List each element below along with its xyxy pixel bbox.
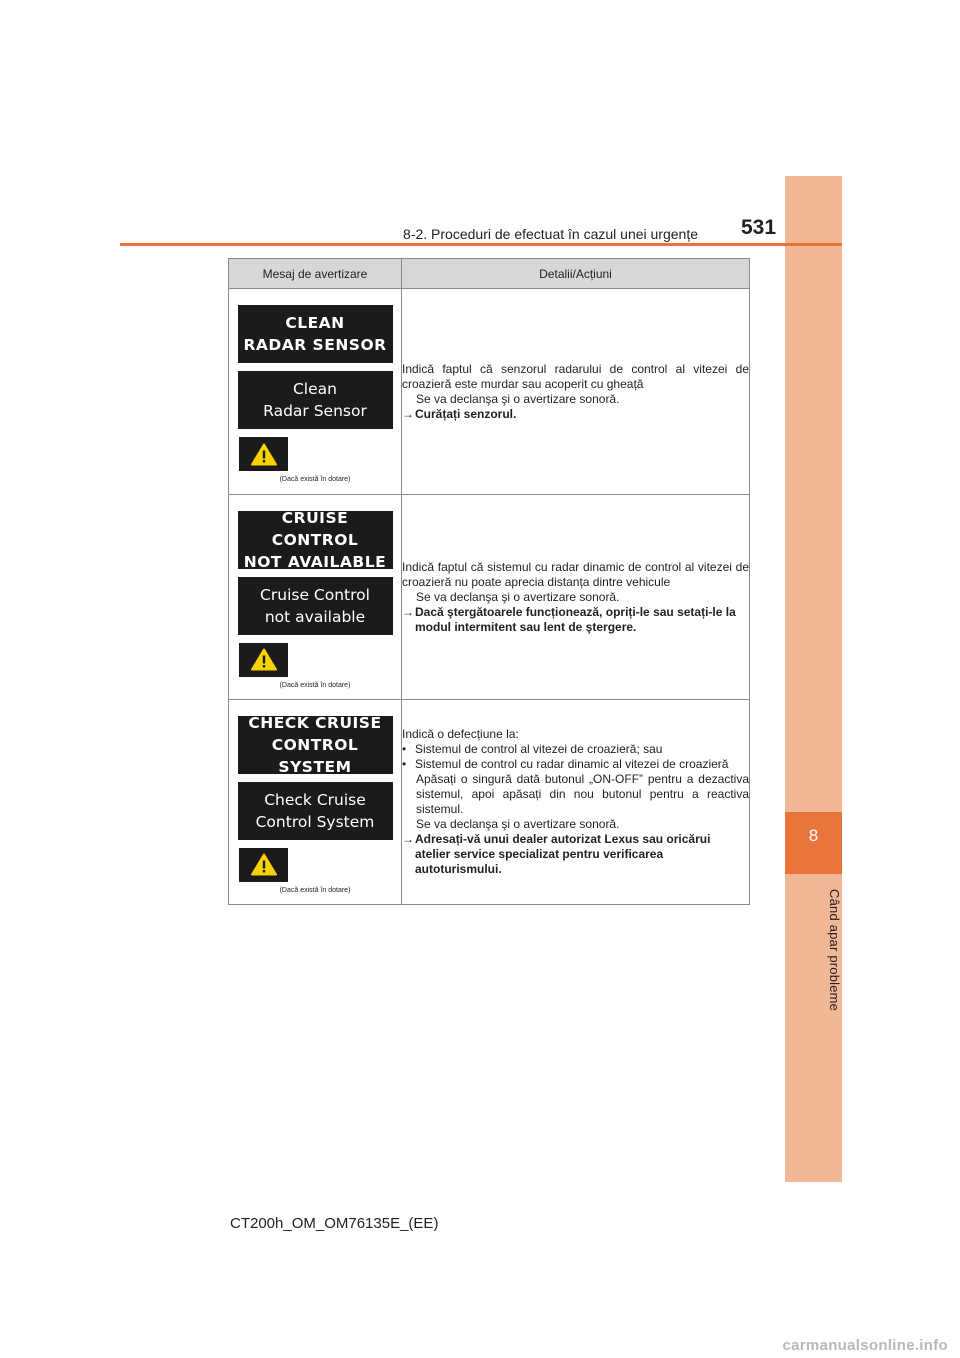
- section-title: 8-2. Proceduri de efectuat în cazul unei urgențe: [403, 226, 698, 242]
- instruction-text: Apăsați o singură dată butonul „ON-OFF” pentru a dezactiva sistemul, apoi apăsați din nou butonul pentru a reactiva sistemul.: [416, 772, 749, 816]
- display-screen-mixed: Cruise Control not available: [238, 577, 393, 635]
- bullet-text: Sistemul de control cu radar dinamic al vitezei de croazieră: [415, 757, 729, 771]
- warning-triangle-icon: [239, 848, 288, 882]
- arrow-icon: →: [402, 604, 414, 619]
- display-screen-caps: CHECK CRUISE CONTROL SYSTEM: [238, 716, 393, 774]
- chapter-title: Când apar probleme: [827, 888, 842, 1012]
- chapter-number: 8: [808, 826, 819, 845]
- bullet-icon: •: [402, 742, 407, 756]
- action-text: Curățați senzorul.: [415, 406, 517, 421]
- column-header-details: Detalii/Acțiuni: [402, 259, 750, 289]
- warning-triangle-icon: [239, 643, 288, 677]
- display-screen-mixed: Clean Radar Sensor: [238, 371, 393, 429]
- bullet-item: [402, 742, 749, 757]
- header-rule: [120, 243, 842, 246]
- table-row: [229, 289, 750, 495]
- action-line: [402, 605, 749, 635]
- details-cell: [402, 289, 750, 495]
- column-header-message: Mesaj de avertizare: [229, 259, 402, 289]
- message-image-cell: [229, 700, 402, 905]
- arrow-icon: →: [402, 832, 414, 846]
- equipment-caption: (Dacă există în dotare): [279, 681, 351, 689]
- equipment-caption: (Dacă există în dotare): [279, 476, 351, 483]
- warning-triangle-icon: [239, 437, 288, 471]
- display-screen-caps: CLEAN RADAR SENSOR: [238, 305, 393, 363]
- page-number: 531: [741, 216, 777, 239]
- sound-note: Se va declanşa şi o avertizare sonoră.: [416, 391, 620, 406]
- action-text: Adresați-vă unui dealer autorizat Lexus sau oricărui atelier service specializat pentru verificarea autoturismului.: [415, 832, 711, 876]
- message-image-cell: [229, 495, 402, 700]
- details-cell: [402, 495, 750, 700]
- action-line: [402, 407, 749, 422]
- bullet-icon: •: [402, 757, 407, 771]
- sound-note: Se va declanşa şi o avertizare sonoră.: [416, 817, 620, 831]
- message-image-cell: [229, 289, 402, 495]
- bullet-item: [402, 757, 749, 772]
- table-row: [229, 495, 750, 700]
- sound-note: Se va declanşa şi o avertizare sonoră.: [416, 589, 620, 604]
- arrow-icon: →: [402, 406, 414, 421]
- document-code: CT200h_OM_OM76135E_(EE): [230, 1215, 439, 1232]
- action-line: [402, 832, 749, 877]
- table-header-row: [229, 259, 750, 289]
- equipment-caption: (Dacă există în dotare): [279, 886, 351, 894]
- description-text: Indică faptul că senzorul radarului de control al vitezei de croazieră este murdar sau acoperit cu gheață: [402, 361, 749, 391]
- display-screen-mixed: Check Cruise Control System: [238, 782, 393, 840]
- action-text: Dacă ştergătoarele funcționează, opriți-le sau setați-le la modul intermitent sau lent de ştergere.: [415, 604, 736, 634]
- warning-messages-table: [228, 258, 750, 905]
- description-text: Indică faptul că sistemul cu radar dinamic de control al vitezei de croazieră nu poate aprecia distanța dintre vehicule: [402, 559, 749, 589]
- bullet-text: Sistemul de control al vitezei de croazieră; sau: [415, 742, 663, 756]
- details-cell: [402, 700, 750, 905]
- intro-text: Indică o defecțiune la:: [402, 727, 519, 741]
- display-screen-caps: CRUISE CONTROL NOT AVAILABLE: [238, 511, 393, 569]
- site-watermark: carmanualsonline.info: [782, 1337, 948, 1354]
- chapter-side-tab: [785, 176, 842, 1182]
- table-row: [229, 700, 750, 905]
